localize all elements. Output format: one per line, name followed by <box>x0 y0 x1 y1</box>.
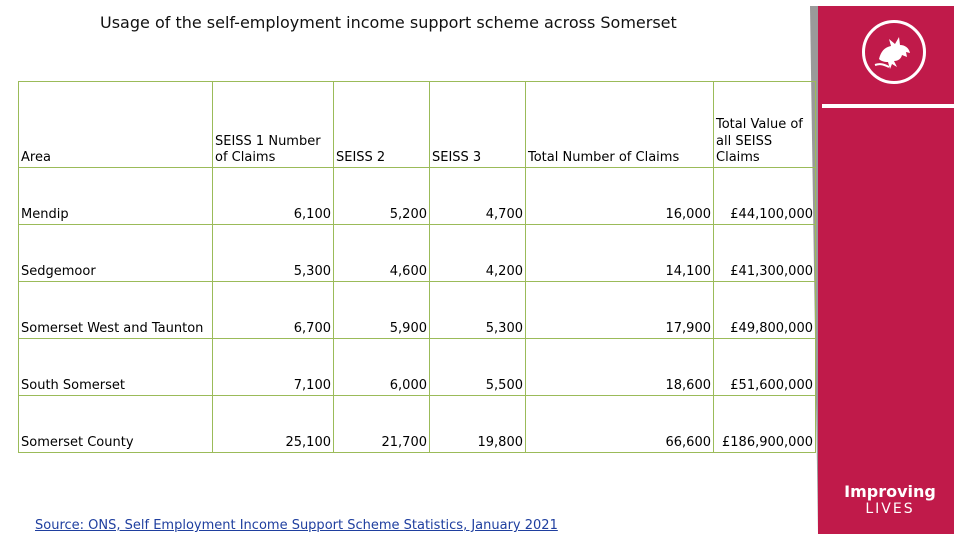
brand-bar <box>818 6 954 534</box>
table-header-row <box>19 82 816 168</box>
cell-seiss3: 5,300 <box>430 282 526 339</box>
cell-total-claims: 16,000 <box>526 168 714 225</box>
header-total-value: Total Value of all SEISS Claims <box>714 82 816 168</box>
header-seiss2: SEISS 2 <box>334 82 430 168</box>
header-seiss1: SEISS 1 Number of Claims <box>213 82 334 168</box>
cell-seiss1: 6,700 <box>213 282 334 339</box>
cell-seiss3: 19,800 <box>430 396 526 453</box>
cell-seiss2: 5,900 <box>334 282 430 339</box>
logo-line-1: Improving <box>844 482 936 501</box>
header-seiss3: SEISS 3 <box>430 82 526 168</box>
cell-seiss1: 5,300 <box>213 225 334 282</box>
cell-total-value: £44,100,000 <box>714 168 816 225</box>
cell-seiss2: 5,200 <box>334 168 430 225</box>
header-total-claims: Total Number of Claims <box>526 82 714 168</box>
cell-area: Mendip <box>19 168 213 225</box>
cell-seiss3: 4,200 <box>430 225 526 282</box>
cell-total-value: £186,900,000 <box>714 396 816 453</box>
source-link[interactable]: Source: ONS, Self Employment Income Support Scheme Statistics, January 2021 <box>35 518 558 533</box>
brand-divider <box>822 104 954 108</box>
cell-seiss3: 5,500 <box>430 339 526 396</box>
table-row <box>19 225 816 282</box>
cell-total-value: £41,300,000 <box>714 225 816 282</box>
cell-total-value: £49,800,000 <box>714 282 816 339</box>
cell-area: Sedgemoor <box>19 225 213 282</box>
table-row <box>19 282 816 339</box>
cell-total-claims: 66,600 <box>526 396 714 453</box>
improving-lives-logo <box>826 484 954 516</box>
cell-total-claims: 18,600 <box>526 339 714 396</box>
cell-seiss2: 21,700 <box>334 396 430 453</box>
table-row <box>19 339 816 396</box>
dragon-icon <box>871 29 917 75</box>
cell-area: South Somerset <box>19 339 213 396</box>
cell-total-claims: 14,100 <box>526 225 714 282</box>
seiss-table <box>18 81 816 453</box>
dragon-badge <box>862 20 926 84</box>
header-area: Area <box>19 82 213 168</box>
cell-area: Somerset West and Taunton <box>19 282 213 339</box>
cell-seiss2: 6,000 <box>334 339 430 396</box>
page-title: Usage of the self-employment income support scheme across Somerset <box>100 13 677 32</box>
cell-seiss2: 4,600 <box>334 225 430 282</box>
cell-total-value: £51,600,000 <box>714 339 816 396</box>
table-row <box>19 396 816 453</box>
cell-seiss1: 6,100 <box>213 168 334 225</box>
table-row <box>19 168 816 225</box>
cell-area: Somerset County <box>19 396 213 453</box>
cell-seiss1: 7,100 <box>213 339 334 396</box>
cell-seiss3: 4,700 <box>430 168 526 225</box>
cell-total-claims: 17,900 <box>526 282 714 339</box>
logo-line-2: LIVES <box>865 501 915 517</box>
cell-seiss1: 25,100 <box>213 396 334 453</box>
